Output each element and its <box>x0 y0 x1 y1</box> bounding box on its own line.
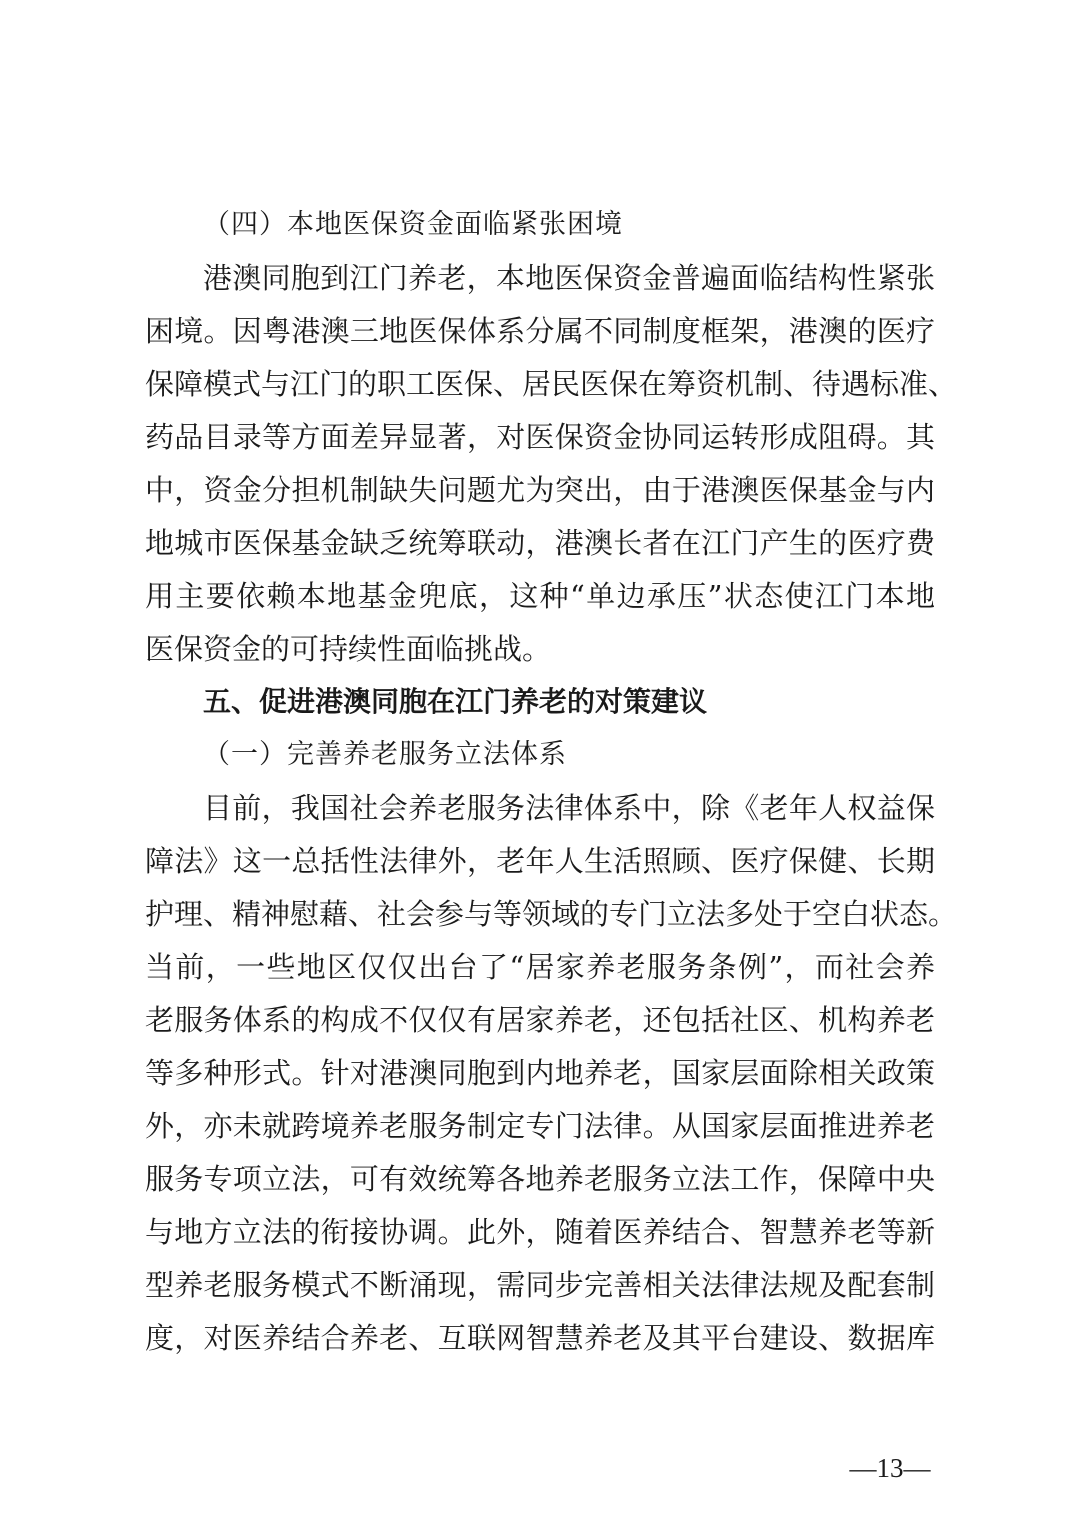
paragraph-line: 目前，我国社会养老服务法律体系中，除《老年人权益保 <box>203 791 935 825</box>
paragraph-line: 困境。因粤港澳三地医保体系分属不同制度框架，港澳的医疗 <box>145 314 935 348</box>
paragraph-line: 当前，一些地区仅仅出台了“居家养老服务条例”，而社会养 <box>145 950 935 984</box>
paragraph-line: 外，亦未就跨境养老服务制定专门法律。从国家层面推进养老 <box>145 1109 935 1143</box>
paragraph-line: 等多种形式。针对港澳同胞到内地养老，国家层面除相关政策 <box>145 1056 935 1090</box>
paragraph-line: 老服务体系的构成不仅仅有居家养老，还包括社区、机构养老 <box>145 1003 935 1037</box>
section-4-heading: （四）本地医保资金面临紧张困境 <box>203 209 623 240</box>
paragraph-line: 医保资金的可持续性面临挑战。 <box>145 632 552 666</box>
page-number: —13— <box>849 1453 931 1483</box>
paragraph-line: 中，资金分担机制缺失问题尤为突出，由于港澳医保基金与内 <box>145 473 935 507</box>
paragraph-line: 度，对医养结合养老、互联网智慧养老及其平台建设、数据库 <box>145 1321 935 1355</box>
paragraph-line: 型养老服务模式不断涌现，需同步完善相关法律法规及配套制 <box>145 1268 935 1302</box>
paragraph-line: 港澳同胞到江门养老，本地医保资金普遍面临结构性紧张 <box>203 261 935 295</box>
paragraph-line: 护理、精神慰藉、社会参与等领域的专门立法多处于空白状态。 <box>145 897 958 931</box>
paragraph-line: 药品目录等方面差异显著，对医保资金协同运转形成阻碍。其 <box>145 420 935 454</box>
paragraph-line: 用主要依赖本地基金兜底，这种“单边承压”状态使江门本地 <box>145 579 935 613</box>
paragraph-line: 服务专项立法，可有效统筹各地养老服务立法工作，保障中央 <box>145 1162 935 1196</box>
paragraph-line: 障法》这一总括性法律外，老年人生活照顾、医疗保健、长期 <box>145 844 935 878</box>
paragraph-line: 地城市医保基金缺乏统筹联动，港澳长者在江门产生的医疗费 <box>145 526 935 560</box>
paragraph-line: 保障模式与江门的职工医保、居民医保在筹资机制、待遇标准、 <box>145 367 958 401</box>
section-1-heading: （一）完善养老服务立法体系 <box>203 739 567 770</box>
chapter-5-heading: 五、促进港澳同胞在江门养老的对策建议 <box>203 685 708 718</box>
paragraph-line: 与地方立法的衔接协调。此外，随着医养结合、智慧养老等新 <box>145 1215 935 1249</box>
